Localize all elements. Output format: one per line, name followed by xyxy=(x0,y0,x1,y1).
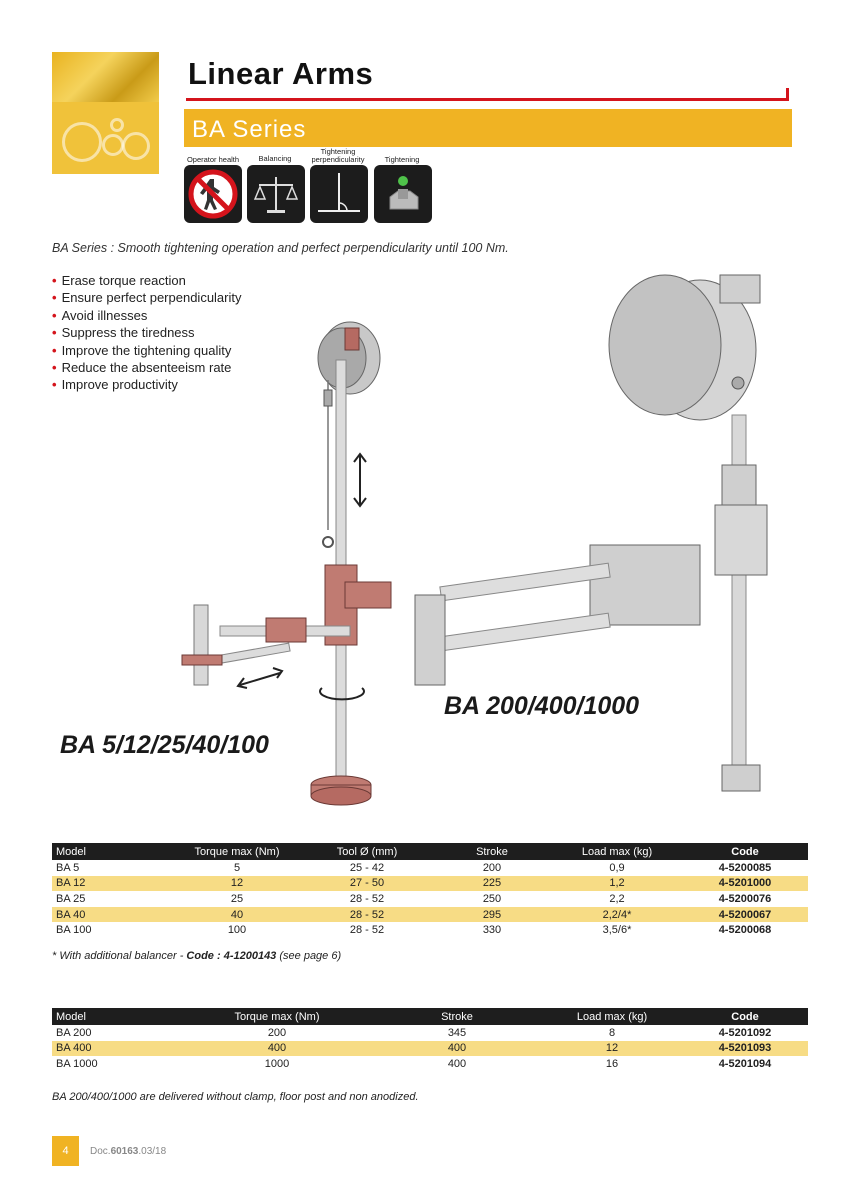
list-item: • Improve productivity xyxy=(52,377,178,393)
table-row xyxy=(52,860,808,876)
table-row xyxy=(52,922,808,938)
table-cell: BA 200 xyxy=(56,1026,92,1039)
bullet-icon: • xyxy=(52,307,57,323)
table-cell: BA 12 xyxy=(52,876,172,892)
table-cell: BA 400 xyxy=(52,1041,182,1057)
operator-health-icon xyxy=(184,165,242,223)
column-header: Load max (kg) xyxy=(552,843,682,860)
page-title: Linear Arms xyxy=(188,56,374,91)
feature-label: Tightening xyxy=(384,155,420,164)
table-cell: 25 - 42 xyxy=(349,861,385,874)
column-header: Stroke xyxy=(372,1008,542,1025)
bullet-icon: • xyxy=(52,342,57,358)
list-item: • Ensure perfect perpendicularity xyxy=(52,290,242,306)
table-cell: 200 xyxy=(482,861,502,874)
table1-footnote: * With additional balancer - Code : 4-1200143 (see page 6) xyxy=(52,950,342,962)
balancer-code: Code : 4-1200143 xyxy=(186,950,277,962)
table-cell: 2,2/4* xyxy=(552,907,682,923)
list-item: • Suppress the tiredness xyxy=(52,325,195,341)
table-cell: 225 xyxy=(432,876,552,892)
table-cell: 27 - 50 xyxy=(302,876,432,892)
feature-label: Operator health xyxy=(186,155,240,164)
table-cell: 4-5200068 xyxy=(718,924,772,937)
table-cell: 12 xyxy=(542,1041,682,1057)
series-banner xyxy=(184,109,792,147)
column-header: Load max (kg) xyxy=(542,1008,682,1025)
table-row xyxy=(52,907,808,923)
ba-large-arm-illustration xyxy=(410,265,790,805)
table-row xyxy=(52,891,808,907)
table-cell: 400 xyxy=(182,1041,372,1057)
table-cell: 28 - 52 xyxy=(349,892,385,905)
list-item: • Reduce the absenteeism rate xyxy=(52,359,232,375)
table-cell: 12 xyxy=(172,876,302,892)
table-cell: 16 xyxy=(605,1057,619,1070)
table-cell: 5 xyxy=(233,861,241,874)
table-cell: 400 xyxy=(372,1041,542,1057)
table-cell: 28 - 52 xyxy=(349,924,385,937)
column-header: Torque max (Nm) xyxy=(182,1008,372,1025)
table-cell: 330 xyxy=(482,924,502,937)
table-cell: 8 xyxy=(608,1026,616,1039)
table-header-row xyxy=(52,843,808,860)
column-header: Torque max (Nm) xyxy=(172,843,302,860)
table-cell: 200 xyxy=(267,1026,287,1039)
specs-table-large xyxy=(52,1008,808,1072)
title-underline-tick xyxy=(786,88,789,101)
table-cell: 100 xyxy=(227,924,247,937)
table-cell: 4-5201000 xyxy=(682,876,808,892)
decor-circle xyxy=(122,132,150,160)
column-header: Code xyxy=(682,1008,808,1025)
table-cell: 4-5201094 xyxy=(718,1057,772,1070)
table-cell: 2,2 xyxy=(609,892,625,905)
header-thumbnail-image xyxy=(52,52,159,174)
column-header: Code xyxy=(682,843,808,860)
table-cell: 1,2 xyxy=(552,876,682,892)
table-header-row xyxy=(52,1008,808,1025)
specs-table-small xyxy=(52,843,808,938)
table-row xyxy=(52,1056,808,1072)
table-row xyxy=(52,1041,808,1057)
table-cell: 400 xyxy=(447,1057,467,1070)
series-title: BA Series xyxy=(192,116,307,143)
column-header: Stroke xyxy=(432,843,552,860)
column-header: Model xyxy=(52,1008,182,1025)
table-cell: 4-5201093 xyxy=(682,1041,808,1057)
accuracy-icon xyxy=(374,165,432,223)
decor-circle xyxy=(102,134,124,156)
column-header: Tool Ø (mm) xyxy=(302,843,432,860)
table-cell: 4-5200085 xyxy=(718,861,772,874)
table-cell: 295 xyxy=(432,907,552,923)
table-cell: 0,9 xyxy=(609,861,625,874)
doc-reference: Doc.60163.03/18 xyxy=(90,1146,167,1157)
list-item: • Erase torque reaction xyxy=(52,273,186,288)
table-row xyxy=(52,1025,808,1041)
table-cell: 28 - 52 xyxy=(302,907,432,923)
table-cell: 250 xyxy=(482,892,502,905)
bullet-icon: • xyxy=(52,273,57,288)
bullet-icon: • xyxy=(52,325,57,341)
table2-footnote: BA 200/400/1000 are delivered without clamp, floor post and non anodized. xyxy=(52,1091,419,1103)
intro-text: BA Series : Smooth tightening operation and perfect perpendicularity until 100 Nm. xyxy=(52,241,509,255)
table-cell: BA 1000 xyxy=(56,1057,98,1070)
decor-circle xyxy=(110,118,124,132)
table-row xyxy=(52,876,808,892)
table-cell: BA 25 xyxy=(56,892,86,905)
bullet-icon: • xyxy=(52,290,57,306)
decor-circle xyxy=(62,122,102,162)
column-header: Model xyxy=(52,843,172,860)
tool-hand-photo xyxy=(52,52,159,102)
table-cell: 4-5200076 xyxy=(718,892,772,905)
bullet-icon: • xyxy=(52,377,57,393)
table-cell: 345 xyxy=(447,1026,467,1039)
page-number: 4 xyxy=(52,1136,79,1166)
table-cell: 1000 xyxy=(264,1057,290,1070)
table-cell: 4-5200067 xyxy=(682,907,808,923)
product-label-large: BA 200/400/1000 xyxy=(444,692,640,720)
table-cell: 3,5/6* xyxy=(602,924,632,937)
table-cell: 40 xyxy=(172,907,302,923)
table-cell: BA 5 xyxy=(56,861,80,874)
feature-label: Balancing xyxy=(258,154,292,163)
list-item: • Avoid illnesses xyxy=(52,307,148,323)
table-cell: BA 40 xyxy=(52,907,172,923)
balance-scale-icon xyxy=(247,165,305,223)
table-cell: 25 xyxy=(230,892,244,905)
product-label-small: BA 5/12/25/40/100 xyxy=(60,731,269,759)
table-cell: BA 100 xyxy=(56,924,92,937)
bullet-icon: • xyxy=(52,359,57,375)
title-underline xyxy=(186,98,788,101)
list-item: • Improve the tightening quality xyxy=(52,342,232,358)
perpendicular-icon xyxy=(310,165,368,223)
feature-label: Tightening perpendicularity xyxy=(311,147,365,164)
table-cell: 4-5201092 xyxy=(718,1026,772,1039)
